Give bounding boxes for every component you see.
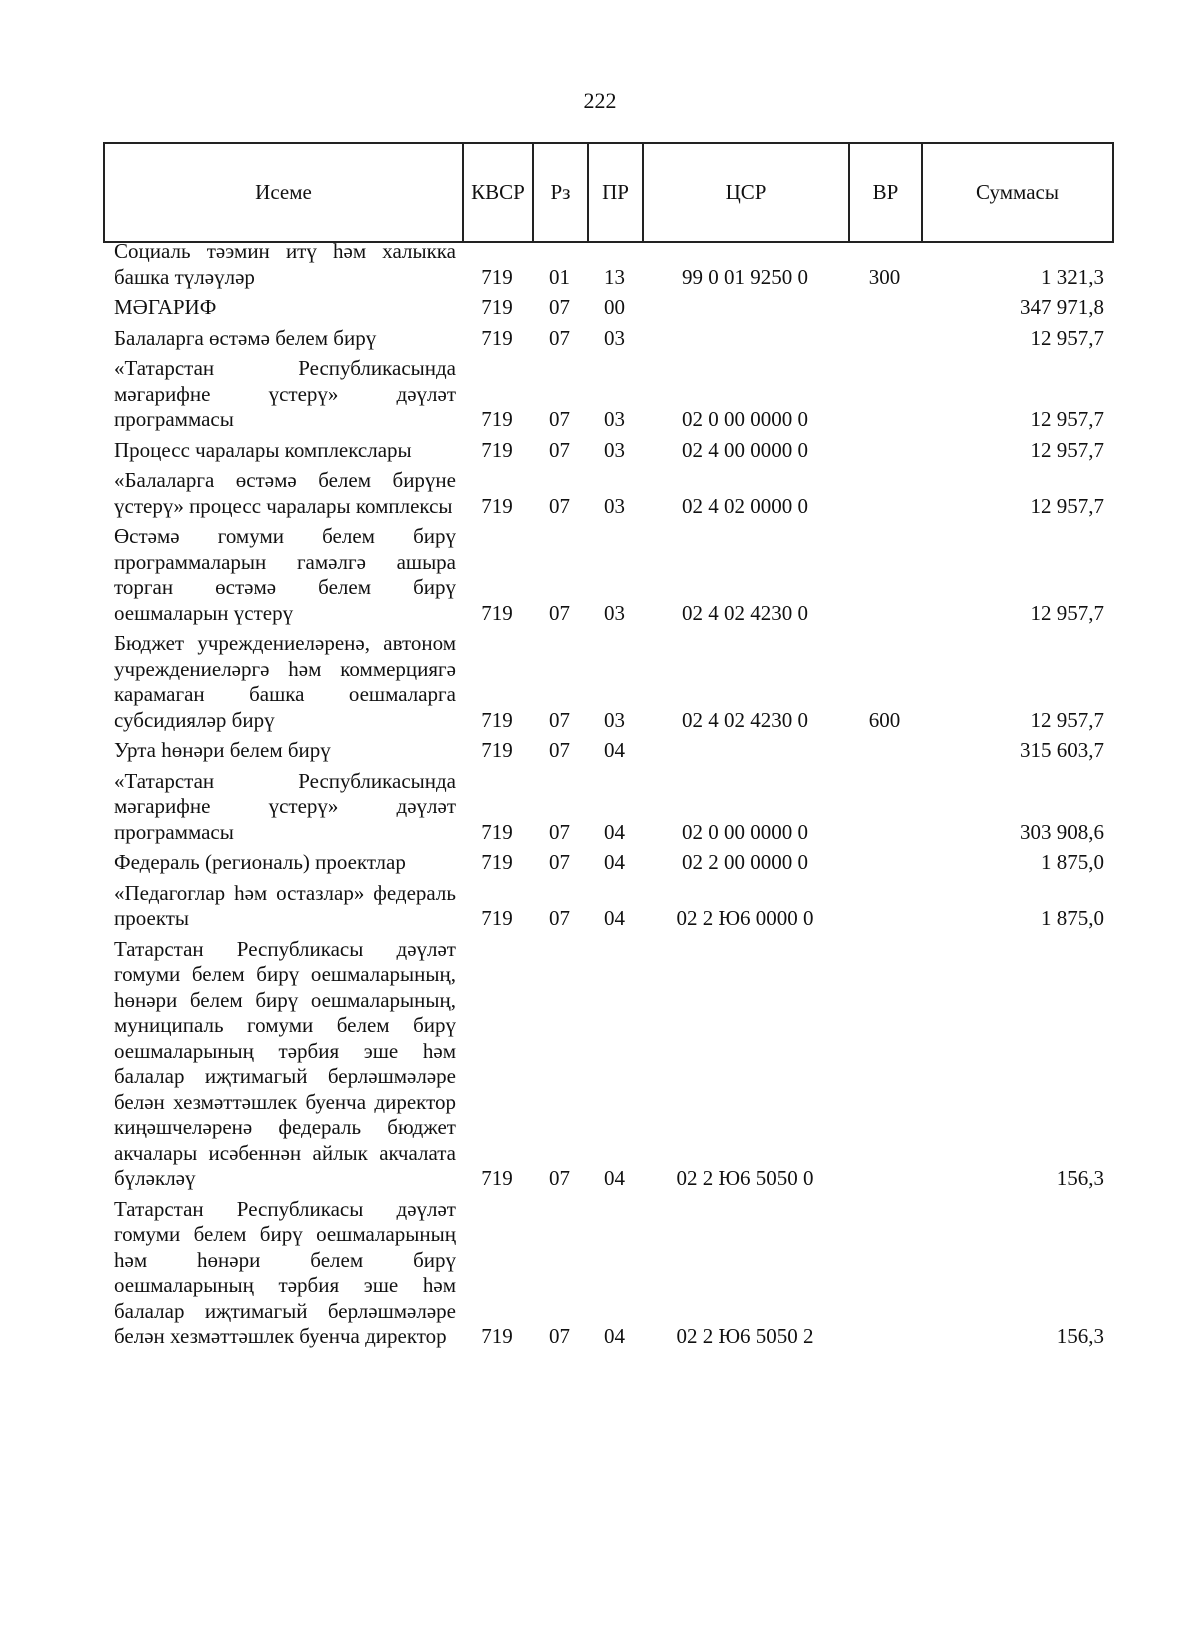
cell-sum: 1 321,3: [1041, 264, 1104, 289]
cell-pr: 04: [604, 738, 625, 762]
table-row: [103, 326, 1112, 357]
cell-rz: 07: [549, 819, 570, 844]
cell-pr: 03: [604, 707, 625, 732]
table-row: [103, 295, 1112, 326]
cell-sum: 12 957,7: [1030, 600, 1104, 625]
cell-pr: 03: [604, 437, 625, 462]
cell-name: Социаль тәэмин итү һәм халыкка башка түләүләр: [114, 239, 456, 289]
cell-kvsr: 719: [481, 264, 513, 289]
cell-kvsr: 719: [481, 738, 513, 762]
header-rz: Рз: [533, 143, 588, 242]
cell-sum: 156,3: [1056, 1166, 1104, 1190]
header-sum: Суммасы: [922, 143, 1113, 242]
cell-vr: [848, 738, 921, 769]
cell-csr: 02 4 00 0000 0: [682, 437, 808, 462]
cell-kvsr: 719: [481, 1166, 513, 1190]
table-header: [103, 142, 1114, 243]
cell-kvsr: 719: [481, 707, 513, 732]
cell-vr: [848, 468, 921, 524]
cell-pr: 03: [604, 325, 625, 350]
cell-rz: 07: [549, 707, 570, 732]
cell-rz: 07: [549, 600, 570, 625]
cell-pr: 04: [604, 1166, 625, 1190]
cell-csr: 02 2 Ю6 5050 2: [676, 1324, 814, 1348]
cell-vr: [848, 295, 921, 326]
cell-name: МӘГАРИФ: [114, 295, 217, 319]
cell-pr: 04: [604, 1324, 625, 1348]
cell-name: «Татарстан Республикасында мәгарифне үстерү» дәүләт программасы: [114, 356, 456, 431]
cell-kvsr: 719: [481, 437, 513, 462]
header-name: Исеме: [104, 143, 463, 242]
cell-name: «Педагоглар һәм остазлар» федераль проекты: [114, 880, 456, 930]
cell-csr: 02 4 02 4230 0: [682, 707, 808, 732]
table-row: [103, 438, 1112, 469]
table-row: [103, 937, 1112, 1197]
cell-name: Урта һөнәри белем бирү: [114, 738, 331, 762]
cell-csr: [642, 326, 848, 357]
cell-name: Татарстан Республикасы дәүләт гомуми белем бирү оешмаларының һәм һөнәри белем бирү оешмаларының тәрбия эше һәм балалар иҗтимагый берләшмәләре белән хезмәттәшлек буенча директор: [114, 1196, 456, 1348]
cell-kvsr: 719: [481, 600, 513, 625]
cell-vr: [848, 356, 921, 438]
cell-pr: 04: [604, 850, 625, 874]
cell-rz: 07: [549, 738, 570, 762]
cell-name: Федераль (региональ) проектлар: [114, 850, 406, 874]
cell-sum: 1 875,0: [1041, 850, 1104, 874]
cell-csr: [642, 295, 848, 326]
cell-vr: [848, 881, 921, 937]
cell-csr: 02 2 Ю6 0000 0: [676, 906, 814, 930]
cell-vr: [848, 438, 921, 469]
cell-csr: 02 4 02 0000 0: [682, 493, 808, 518]
table-row: [103, 356, 1112, 438]
cell-pr: 03: [604, 600, 625, 625]
header-vr: ВР: [849, 143, 922, 242]
cell-name: Өстәмә гомуми белем бирү программаларын гамәлгә ашыра торган өстәмә белем бирү оешмаларын үстерү: [114, 524, 456, 625]
table-row: [103, 738, 1112, 769]
cell-sum: 1 875,0: [1041, 906, 1104, 930]
cell-rz: 07: [549, 1166, 570, 1190]
cell-vr: [848, 769, 921, 851]
cell-rz: 07: [549, 437, 570, 462]
cell-csr: 02 2 Ю6 5050 0: [676, 1166, 814, 1190]
cell-sum: 12 957,7: [1030, 325, 1104, 350]
cell-name: Процесс чаралары комплекслары: [114, 437, 412, 462]
cell-csr: 02 0 00 0000 0: [682, 819, 808, 844]
cell-rz: 07: [549, 850, 570, 874]
cell-csr: 02 4 02 4230 0: [682, 600, 808, 625]
cell-pr: 03: [604, 493, 625, 518]
cell-csr: 02 2 00 0000 0: [682, 850, 808, 874]
cell-csr: 99 0 01 9250 0: [682, 264, 808, 289]
cell-sum: 12 957,7: [1030, 707, 1104, 732]
cell-sum: 12 957,7: [1030, 493, 1104, 518]
cell-kvsr: 719: [481, 493, 513, 518]
cell-pr: 00: [604, 295, 625, 319]
cell-kvsr: 719: [481, 1324, 513, 1348]
cell-rz: 07: [549, 407, 570, 431]
cell-name: Бюджет учреждениеләренә, автоном учреждениеләргә һәм коммерциягә карамаган башка оешмаларга субсидияләр бирү: [114, 631, 456, 732]
cell-sum: 347 971,8: [1020, 295, 1104, 319]
table-row: [103, 769, 1112, 851]
cell-vr: [848, 326, 921, 357]
header-pr: ПР: [588, 143, 643, 242]
header-csr: ЦСР: [643, 143, 849, 242]
table-row: [103, 881, 1112, 937]
table-body: [103, 239, 1112, 1355]
cell-pr: 13: [604, 264, 625, 289]
cell-vr: [848, 937, 921, 1197]
cell-kvsr: 719: [481, 325, 513, 350]
cell-sum: 12 957,7: [1030, 437, 1104, 462]
header-kvsr: КВСР: [463, 143, 533, 242]
cell-vr: [848, 850, 921, 881]
cell-rz: 07: [549, 1324, 570, 1348]
cell-sum: 12 957,7: [1030, 407, 1104, 431]
cell-rz: 07: [549, 906, 570, 930]
table-row: [103, 850, 1112, 881]
cell-rz: 07: [549, 325, 570, 350]
cell-csr: 02 0 00 0000 0: [682, 407, 808, 431]
cell-kvsr: 719: [481, 295, 513, 319]
cell-name: Балаларга өстәмә белем бирү: [114, 325, 377, 350]
cell-rz: 07: [549, 295, 570, 319]
cell-name: «Балаларга өстәмә белем бирүне үстерү» процесс чаралары комплексы: [114, 468, 456, 518]
page-number: 222: [583, 88, 617, 113]
cell-kvsr: 719: [481, 906, 513, 930]
cell-name: Татарстан Республикасы дәүләт гомуми белем бирү оешмаларының, һөнәри белем бирү оешмаларының, муниципаль гомуми белем бирү оешмаларының тәрбия эше һәм балалар иҗтимагый берләшмәләре белән хезмәттәшлек буенча директор киңәшчеләренә федераль бюджет акчалары исәбеннән айлык акчалата бүләкләү: [114, 936, 456, 1190]
cell-name: «Татарстан Республикасында мәгарифне үстерү» дәүләт программасы: [114, 768, 456, 844]
cell-vr: 300: [868, 264, 901, 289]
table-row: [103, 524, 1112, 631]
cell-vr: [848, 524, 921, 631]
cell-sum: 156,3: [1056, 1324, 1104, 1348]
cell-pr: 03: [604, 407, 625, 431]
cell-pr: 04: [604, 819, 625, 844]
cell-pr: 04: [604, 906, 625, 930]
cell-kvsr: 719: [481, 407, 513, 431]
cell-sum: 315 603,7: [1020, 738, 1104, 762]
table-row: [103, 468, 1112, 524]
cell-csr: [642, 738, 848, 769]
cell-sum: 303 908,6: [1020, 819, 1104, 844]
cell-rz: 07: [549, 493, 570, 518]
table-row: [103, 239, 1112, 295]
budget-table: [103, 239, 1112, 1355]
cell-kvsr: 719: [481, 819, 513, 844]
cell-vr: 600: [868, 707, 901, 732]
cell-vr: [848, 1197, 921, 1355]
cell-kvsr: 719: [481, 850, 513, 874]
cell-rz: 01: [549, 264, 570, 289]
table-row: [103, 1197, 1112, 1355]
table-row: [103, 631, 1112, 738]
